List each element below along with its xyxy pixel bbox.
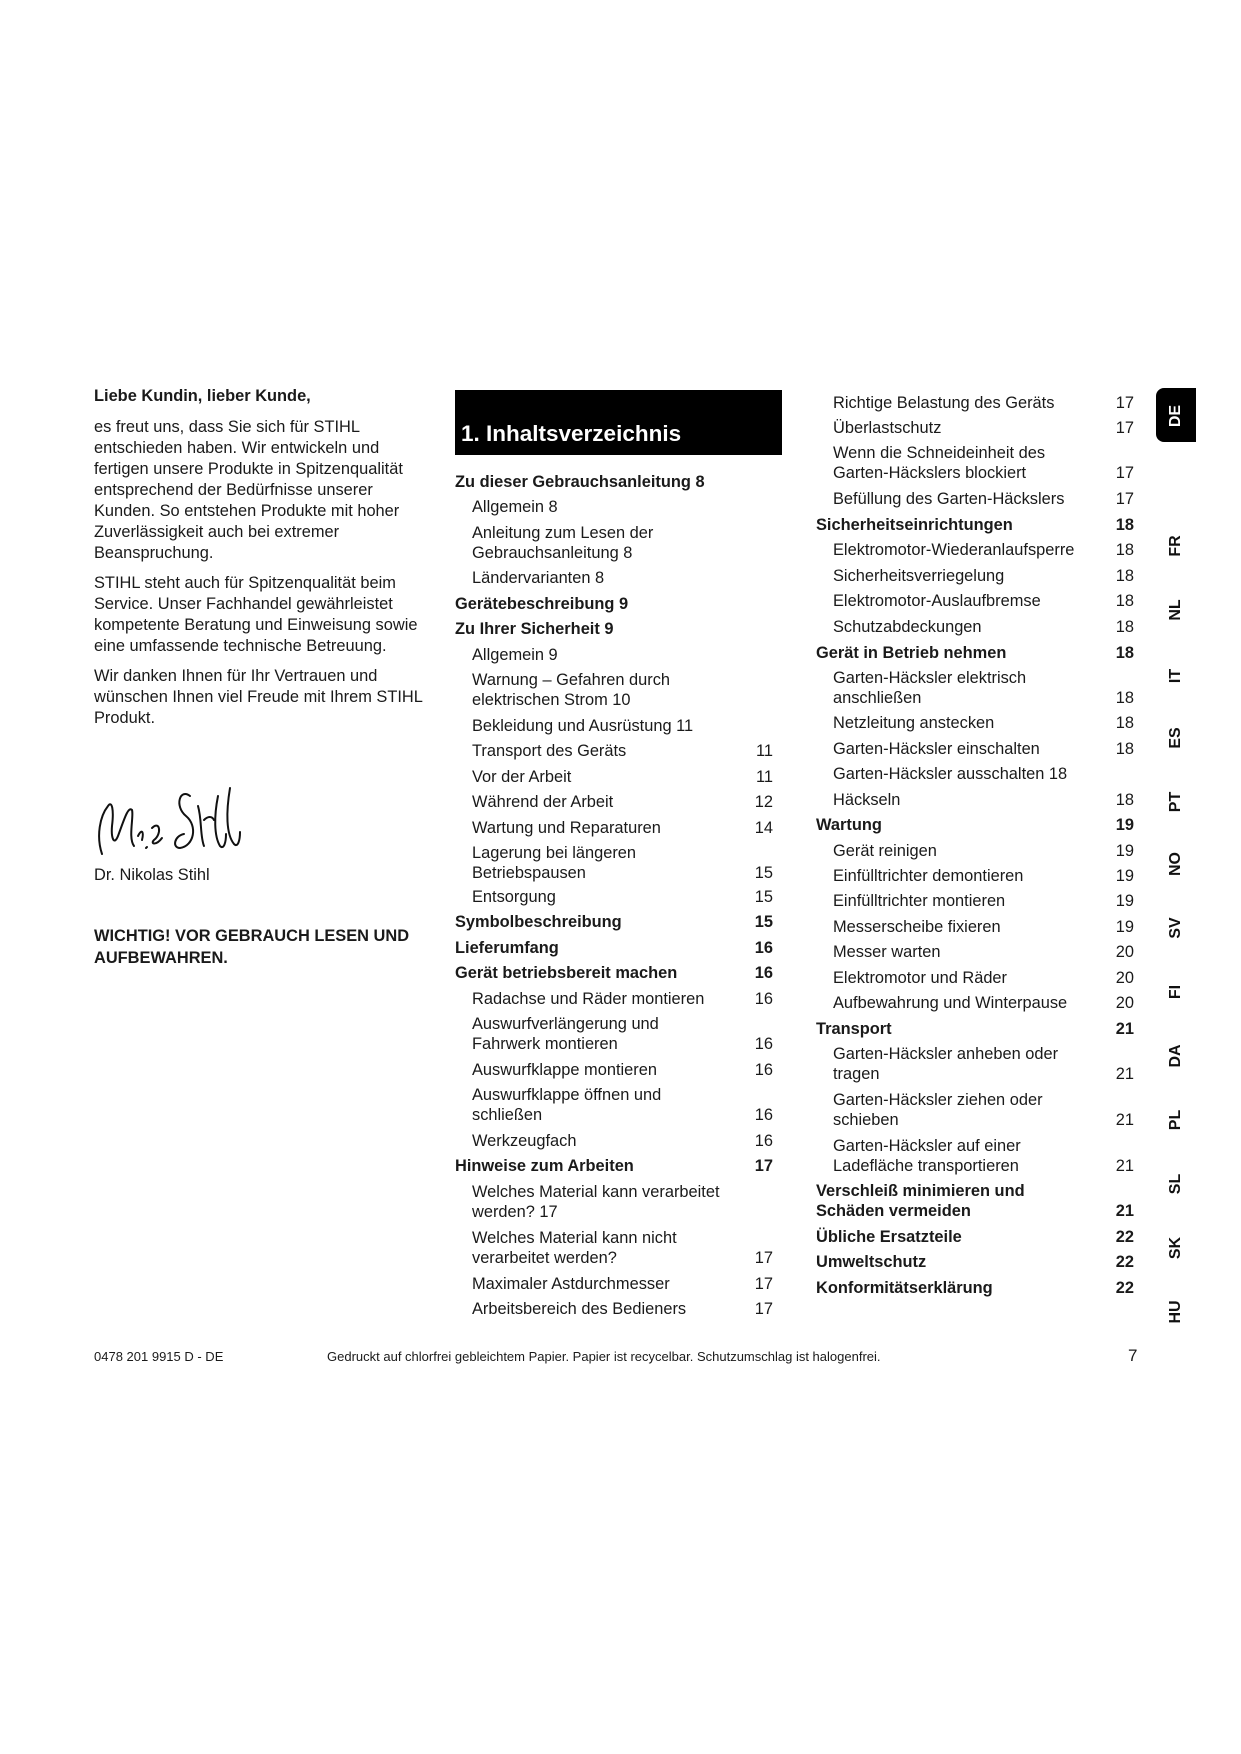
toc-entry[interactable]: [472, 1085, 773, 1125]
toc-entry-page: 19: [1115, 842, 1134, 860]
language-tab-de[interactable]: DE: [1167, 404, 1184, 428]
toc-entry-page: 19: [1115, 867, 1134, 885]
toc-entry-title: Gerät betriebsbereit machen: [455, 964, 678, 982]
toc-entry-title: Wenn die Schneideinheit des Garten-Häckslers blockiert: [833, 444, 1046, 482]
toc-entry[interactable]: [472, 497, 773, 517]
toc-entry[interactable]: [472, 1299, 773, 1319]
toc-entry-page: 17: [1115, 464, 1134, 482]
toc-entry-title: Auswurfverlängerung und Fahrwerk montieren: [472, 1015, 659, 1053]
toc-entry-title: Warnung – Gefahren durch elektrischen Strom 10: [472, 671, 671, 709]
toc-entry[interactable]: [472, 568, 773, 588]
toc-entry-title: Während der Arbeit: [472, 793, 614, 811]
toc-entry-title: Garten-Häcksler elektrisch anschließen: [833, 669, 1027, 707]
toc-entry-title: Schutzabdeckungen: [833, 618, 982, 636]
toc-entry-page: 17: [754, 1275, 773, 1293]
intro-letter: [94, 386, 424, 738]
language-tab-sk[interactable]: SK: [1167, 1236, 1184, 1260]
toc-entry-title: Einfülltrichter montieren: [833, 892, 1006, 910]
toc-entry-title: Gerät reinigen: [833, 842, 937, 860]
toc-entry[interactable]: [833, 393, 1134, 413]
toc-entry[interactable]: [833, 1044, 1134, 1084]
toc-entry-page: 18: [1115, 644, 1134, 662]
toc-entry-title: Auswurfklappe montieren: [472, 1061, 657, 1079]
toc-entry[interactable]: [455, 594, 773, 614]
important-warning: WICHTIG! VOR GEBRAUCH LESEN UND AUFBEWAHREN.: [94, 927, 410, 967]
language-tab-nl[interactable]: NL: [1167, 599, 1184, 621]
toc-entry-page: 19: [1115, 892, 1134, 910]
toc-entry-title: Verschleiß minimieren und Schäden vermeiden: [816, 1182, 1025, 1220]
toc-entry-title: Lagerung bei längeren Betriebspausen: [472, 844, 637, 882]
toc-entry[interactable]: [816, 1252, 1134, 1272]
toc-entry[interactable]: [816, 643, 1134, 663]
toc-entry[interactable]: [816, 515, 1134, 535]
toc-entry-page: 17: [1115, 419, 1134, 437]
toc-entry-page: 18: [1115, 714, 1134, 732]
print-note: Gedruckt auf chlorfrei gebleichtem Papier. Papier ist recycelbar. Schutzumschlag ist halogenfrei.: [327, 1349, 881, 1364]
toc-entry-title: Umweltschutz: [816, 1253, 927, 1271]
toc-entry-page: 17: [754, 1157, 773, 1175]
toc-entry-title: Transport des Geräts: [472, 742, 627, 760]
toc-entry-title: Welches Material kann verarbeitet werden? 17: [472, 1183, 720, 1221]
toc-entry-page: 18: [1115, 541, 1134, 559]
toc-entry[interactable]: [833, 443, 1134, 483]
toc-entry-page: 19: [1115, 918, 1134, 936]
toc-entry-title: Allgemein 9: [472, 646, 558, 664]
toc-entry[interactable]: [833, 790, 1134, 810]
toc-entry-page: 21: [1115, 1111, 1134, 1129]
toc-entry[interactable]: [455, 938, 773, 958]
intro-paragraph: STIHL steht auch für Spitzenqualität beim Service. Unser Fachhandel gewährleistet kompetente Beratung und Einweisung sowie eine umfassende technische Betreuung.: [94, 574, 418, 655]
toc-entry-page: 18: [1115, 689, 1134, 707]
toc-entry-title: Zu dieser Gebrauchsanleitung 8: [455, 473, 705, 491]
toc-entry-title: Allgemein 8: [472, 498, 558, 516]
toc-entry-page: 22: [1115, 1228, 1134, 1246]
toc-entry-title: Sicherheitseinrichtungen: [816, 516, 1013, 534]
toc-entry[interactable]: [472, 1131, 773, 1151]
toc-entry-title: Garten-Häcksler anheben oder tragen: [833, 1045, 1059, 1083]
toc-entry-title: Elektromotor und Räder: [833, 969, 1008, 987]
toc-entry-title: Garten-Häcksler ziehen oder schieben: [833, 1091, 1043, 1129]
toc-entry-page: 15: [754, 864, 773, 882]
toc-entry-page: 16: [754, 1106, 773, 1124]
toc-entry[interactable]: [472, 818, 773, 838]
toc-entry-page: 11: [755, 742, 773, 760]
toc-entry-title: Bekleidung und Ausrüstung 11: [472, 717, 694, 735]
toc-entry-title: Aufbewahrung und Winterpause: [833, 994, 1068, 1012]
toc-entry-page: 11: [755, 768, 773, 786]
toc-entry[interactable]: [816, 1181, 1134, 1221]
toc-entry-title: Arbeitsbereich des Bedieners: [472, 1300, 687, 1318]
toc-entry[interactable]: [833, 866, 1134, 886]
language-tab-es[interactable]: ES: [1167, 727, 1184, 749]
toc-entry-page: 17: [1115, 394, 1134, 412]
toc-entry-page: 17: [754, 1300, 773, 1318]
language-tab-fr[interactable]: FR: [1167, 535, 1184, 557]
toc-entry-page: 16: [754, 939, 773, 957]
toc-entry[interactable]: [472, 1060, 773, 1080]
toc-entry[interactable]: [455, 472, 773, 492]
toc-entry-title: Zu Ihrer Sicherheit 9: [455, 620, 614, 638]
document-number: 0478 201 9915 D - DE: [94, 1349, 224, 1364]
toc-entry[interactable]: [472, 1014, 773, 1054]
toc-entry-page: 18: [1115, 740, 1134, 758]
toc-entry[interactable]: [833, 841, 1134, 861]
intro-paragraph: es freut uns, dass Sie sich für STIHL entschieden haben. Wir entwickeln und fertigen unsere Produkte in Spitzenqualität entsprechend der Bedürfnisse unserer Kunden. So entstehen Produkte mit hoher Zuverlässigkeit auch bei extremer Beanspruchung.: [94, 418, 403, 562]
greeting: Liebe Kundin, lieber Kunde,: [94, 387, 311, 405]
toc-entry-title: Lieferumfang: [455, 939, 559, 957]
toc-entry-page: 15: [754, 913, 773, 931]
handwritten-signature: [94, 776, 254, 862]
toc-entry[interactable]: [833, 993, 1134, 1013]
toc-entry-page: 21: [1115, 1065, 1134, 1083]
toc-entry-title: Elektromotor-Auslaufbremse: [833, 592, 1041, 610]
toc-entry-page: 18: [1115, 516, 1134, 534]
toc-entry-title: Häckseln: [833, 791, 901, 809]
toc-entry-title: Messer warten: [833, 943, 941, 961]
toc-entry[interactable]: [472, 716, 773, 736]
language-tab-pl[interactable]: PL: [1167, 1109, 1184, 1131]
toc-entry-title: Messerscheibe fixieren: [833, 918, 1001, 936]
toc-entry-page: 18: [1115, 592, 1134, 610]
toc-entry-title: Garten-Häcksler einschalten: [833, 740, 1040, 758]
toc-entry-page: 21: [1115, 1020, 1134, 1038]
toc-entry[interactable]: [472, 1228, 773, 1268]
language-tab-sv[interactable]: SV: [1167, 917, 1184, 939]
toc-entry-title: Auswurfklappe öffnen und schließen: [472, 1086, 662, 1124]
toc-entry[interactable]: [472, 843, 773, 883]
toc-entry[interactable]: [472, 523, 773, 563]
language-tab-sl[interactable]: SL: [1167, 1173, 1184, 1195]
toc-entry[interactable]: [833, 489, 1134, 509]
toc-entry-page: 14: [754, 819, 773, 837]
toc-entry[interactable]: [472, 670, 773, 710]
language-tab-it[interactable]: IT: [1167, 668, 1184, 684]
toc-entry[interactable]: [472, 792, 773, 812]
toc-entry[interactable]: [816, 1278, 1134, 1298]
toc-entry-title: Ländervarianten 8: [472, 569, 605, 587]
toc-entry[interactable]: [833, 668, 1134, 708]
toc-entry-title: Gerät in Betrieb nehmen: [816, 644, 1007, 662]
toc-entry[interactable]: [816, 1227, 1134, 1247]
toc-entry-title: Wartung: [816, 816, 882, 834]
toc-entry[interactable]: [833, 739, 1134, 759]
language-tab-pt[interactable]: PT: [1167, 791, 1184, 813]
toc-entry-title: Sicherheitsverriegelung: [833, 567, 1005, 585]
language-tab-da[interactable]: DA: [1167, 1044, 1184, 1068]
toc-entry-page: 18: [1115, 567, 1134, 585]
toc-entry[interactable]: [472, 1182, 773, 1222]
toc-entry-title: Garten-Häcksler auf einer Ladefläche transportieren: [833, 1137, 1021, 1175]
signer-name: Dr. Nikolas Stihl: [94, 866, 210, 884]
toc-entry[interactable]: [472, 767, 773, 787]
toc-entry[interactable]: [472, 887, 773, 907]
toc-entry-title: Überlastschutz: [833, 419, 942, 437]
toc-entry-page: 16: [754, 990, 773, 1008]
toc-entry-page: 20: [1115, 943, 1134, 961]
toc-entry[interactable]: [833, 617, 1134, 637]
toc-entry[interactable]: [455, 1156, 773, 1176]
toc-entry-page: 18: [1115, 791, 1134, 809]
toc-entry[interactable]: [833, 566, 1134, 586]
toc-entry-page: 20: [1115, 969, 1134, 987]
toc-entry-page: 22: [1115, 1279, 1134, 1297]
toc-entry[interactable]: [472, 989, 773, 1009]
toc-entry-title: Übliche Ersatzteile: [816, 1228, 962, 1246]
language-tab-no[interactable]: NO: [1167, 852, 1184, 876]
toc-entry-page: 16: [754, 1035, 773, 1053]
language-tab-fi[interactable]: FI: [1167, 984, 1184, 1000]
page-number: 7: [1128, 1346, 1138, 1365]
toc-entry-title: Transport: [816, 1020, 892, 1038]
toc-entry-title: Garten-Häcksler ausschalten 18: [833, 765, 1068, 783]
toc-entry-title: Netzleitung anstecken: [833, 714, 995, 732]
toc-entry-title: Werkzeugfach: [472, 1132, 577, 1150]
toc-entry-page: 20: [1115, 994, 1134, 1012]
toc-entry-title: Elektromotor-Wiederanlaufsperre: [833, 541, 1075, 559]
toc-entry-page: 17: [1115, 490, 1134, 508]
toc-entry[interactable]: [833, 917, 1134, 937]
language-tabs: [1156, 370, 1196, 1330]
toc-entry-title: Vor der Arbeit: [472, 768, 572, 786]
toc-entry-title: Befüllung des Garten-Häckslers: [833, 490, 1065, 508]
toc-entry-page: 21: [1115, 1157, 1134, 1175]
toc-entry[interactable]: [455, 619, 773, 639]
toc-entry-page: 22: [1115, 1253, 1134, 1271]
toc-entry-title: Konformitätserklärung: [816, 1279, 993, 1297]
toc-entry[interactable]: [833, 1090, 1134, 1130]
toc-entry-page: 17: [754, 1249, 773, 1267]
toc-entry-page: 19: [1115, 816, 1134, 834]
toc-entry[interactable]: [472, 1274, 773, 1294]
toc-entry-title: Symbolbeschreibung: [455, 913, 622, 931]
toc-entry[interactable]: [455, 912, 773, 932]
toc-entry[interactable]: [833, 942, 1134, 962]
toc-entry-title: Einfülltrichter demontieren: [833, 867, 1024, 885]
toc-entry-title: Welches Material kann nicht verarbeitet werden?: [472, 1229, 677, 1267]
toc-entry-page: 15: [754, 888, 773, 906]
toc-entry[interactable]: [833, 540, 1134, 560]
toc-entry-title: Anleitung zum Lesen der Gebrauchsanleitung 8: [472, 524, 654, 562]
toc-entry-page: 12: [754, 793, 773, 811]
toc-entry[interactable]: [816, 815, 1134, 835]
toc-entry-title: Wartung und Reparaturen: [472, 819, 661, 837]
toc-entry-title: Richtige Belastung des Geräts: [833, 394, 1055, 412]
toc-entry-title: Entsorgung: [472, 888, 556, 906]
toc-entry[interactable]: [833, 591, 1134, 611]
toc-entry[interactable]: [833, 764, 1134, 784]
toc-entry[interactable]: [833, 1136, 1134, 1176]
toc-entry[interactable]: [472, 645, 773, 665]
toc-entry-page: 16: [754, 1061, 773, 1079]
toc-entry-title: Gerätebeschreibung 9: [455, 595, 629, 613]
toc-entry-page: 18: [1115, 618, 1134, 636]
toc-entry-title: Hinweise zum Arbeiten: [455, 1157, 634, 1175]
toc-entry[interactable]: [833, 418, 1134, 438]
toc-entry[interactable]: [833, 713, 1134, 733]
toc-entry-page: 21: [1115, 1202, 1134, 1220]
toc-heading: 1. Inhaltsverzeichnis: [455, 390, 782, 455]
toc-entry-title: Radachse und Räder montieren: [472, 990, 705, 1008]
toc-entry-page: 16: [754, 964, 773, 982]
toc-entry[interactable]: [833, 891, 1134, 911]
toc-entry[interactable]: [455, 963, 773, 983]
intro-paragraph: Wir danken Ihnen für Ihr Vertrauen und wünschen Ihnen viel Freude mit Ihrem STIHL Produkt.: [94, 667, 423, 727]
toc-entry[interactable]: [833, 968, 1134, 988]
toc-entry[interactable]: [472, 741, 773, 761]
toc-entry-title: Maximaler Astdurchmesser: [472, 1275, 670, 1293]
toc-entry[interactable]: [816, 1019, 1134, 1039]
language-tab-hu[interactable]: HU: [1167, 1300, 1184, 1324]
toc-entry-page: 16: [754, 1132, 773, 1150]
